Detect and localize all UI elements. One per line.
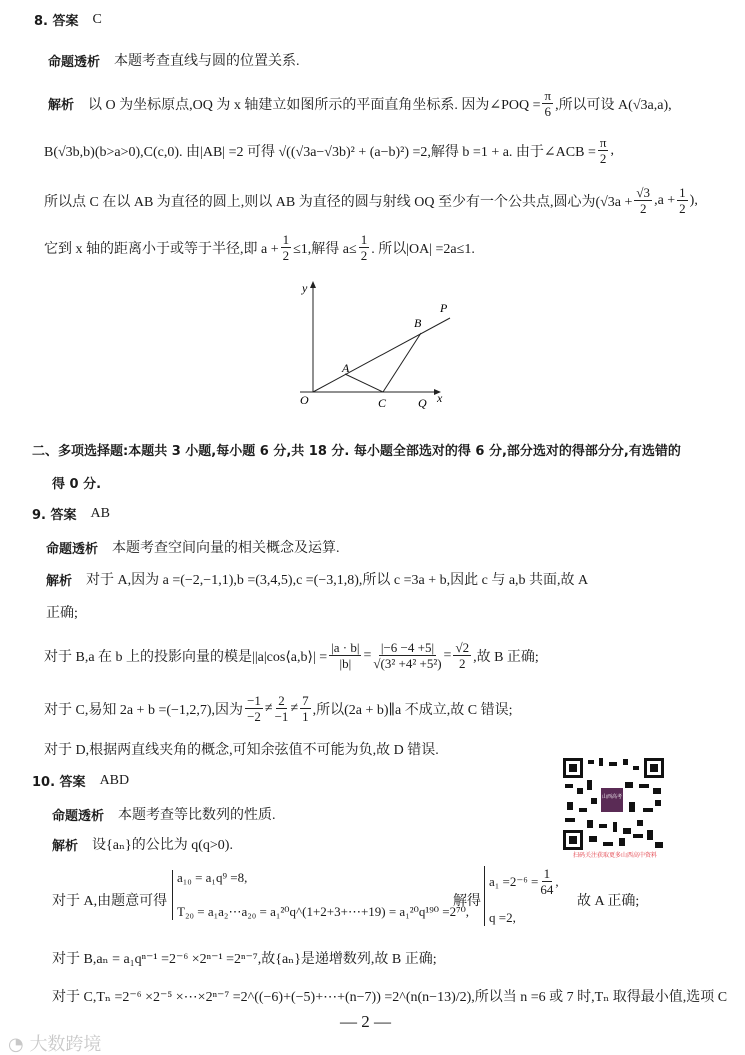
- fraction: $\frac{7}{1}$: [302, 693, 309, 724]
- text: 对于 B,a 在 b 上的投影向量的模是||a|cos⟨a,b⟩| =: [44, 649, 328, 665]
- intent-text: 本题考查空间向量的相关概念及运算.: [112, 541, 340, 556]
- intent-label: 命题透析: [52, 808, 105, 824]
- fraction: $\frac{-1}{-2}$: [247, 693, 261, 724]
- q9-heading: [32, 504, 110, 523]
- fraction: $\frac{|-6 -4 +5|}{\text{√(3² +4² +5²)}}$: [373, 640, 442, 671]
- analysis-label: 解析: [48, 98, 75, 113]
- fraction: $\frac{1}{2}$: [360, 232, 368, 263]
- qr-center-logo: [601, 788, 623, 812]
- label-C: C: [378, 396, 387, 410]
- answer-label: 8. 答案: [34, 14, 79, 29]
- analysis-label: 解析: [52, 838, 79, 854]
- q10-intent: [52, 804, 276, 824]
- q10-analysis: [52, 834, 233, 854]
- solution-system: [484, 866, 559, 926]
- solve-label: 解得: [453, 894, 481, 909]
- equation: T₂₀ = a₁a₂⋯a₂₀ = a₁²⁰q^(1+2+3+⋯+19) = a₁²⁰q¹⁹⁰ =2⁷⁰,: [177, 904, 470, 919]
- intent-label: 命题透析: [46, 541, 99, 557]
- fraction: $\frac{1}{2}$: [679, 185, 686, 216]
- intent-text: 本题考查等比数列的性质.: [118, 808, 276, 823]
- q10-A-text: 对于 A,由题意可得: [52, 894, 168, 909]
- text: 它到 x 轴的距离小于或等于半径,即 a +: [44, 241, 279, 257]
- text: ,所以(2a + b)∥a 不成立,故 C 错误;: [312, 702, 513, 718]
- label-B: B: [414, 316, 422, 330]
- text: ,a +: [654, 192, 676, 208]
- text: 以 O 为坐标原点,OQ 为 x 轴建立如图所示的平面直角坐标系. 因为∠POQ =: [88, 97, 541, 113]
- q10-heading: [32, 771, 129, 790]
- text: 所以点 C 在以 AB 为直径的圆上,则以 AB 为直径的圆与射线 OQ 至少有一个公共点,圆心为(√3a +: [44, 194, 633, 210]
- segment-CB: [383, 333, 421, 392]
- answer-label: 9. 答案: [32, 508, 77, 523]
- text: =: [363, 647, 372, 663]
- y-arrow: [310, 281, 316, 288]
- q10-analysis-C: 对于 C,Tₙ =2⁻⁶ ×2⁻⁵ ×⋯×2ⁿ⁻⁷ =2^((−6)+(−5)+⋯+(n−7)) =2^(n(n−13)/2),所以当 n =6 或 7 时,Tₙ 取得最小值,选项 C: [52, 990, 728, 1005]
- section-2-heading-cont: 得 0 分.: [52, 477, 102, 492]
- fraction: $\frac{√2}{2}$: [455, 640, 470, 671]
- text: ≠: [290, 700, 299, 716]
- answer-value: C: [92, 11, 102, 27]
- equation-system: [172, 870, 469, 920]
- page-number: — 2 —: [340, 1012, 391, 1031]
- q9-analysis-C: [44, 693, 512, 724]
- label-Q: Q: [418, 396, 427, 410]
- text: =: [443, 647, 452, 663]
- qr-code: [563, 758, 664, 850]
- qr-center-text: 山西高考: [601, 794, 623, 800]
- q9-analysis-A: [46, 569, 588, 589]
- fraction: $\frac{√3}{2}$: [636, 185, 651, 216]
- segment-AC: [345, 374, 383, 392]
- fraction: $\frac{1}{2}$: [282, 232, 290, 263]
- text: ),: [689, 192, 698, 208]
- analysis-label: 解析: [46, 573, 73, 589]
- q10-analysis-B: 对于 B,aₙ = a₁qⁿ⁻¹ =2⁻⁶ ×2ⁿ⁻¹ =2ⁿ⁻⁷,故{aₙ}是递增数列,故 B 正确;: [52, 952, 437, 967]
- label-x: x: [437, 391, 443, 405]
- text: ,故 B 正确;: [473, 649, 539, 665]
- solution-a1: a₁ =2⁻⁶ = $\frac{1}{64}$ ,: [489, 866, 559, 897]
- geometry-figure: [0, 0, 745, 430]
- section-2-heading: 二、多项选择题:本题共 3 小题,每小题 6 分,共 18 分. 每小题全部选对的得 6 分,部分选对的得部分分,有选错的: [32, 444, 681, 459]
- watermark-logo-icon: ◔: [8, 1034, 30, 1055]
- text: . 所以|OA| =2a≤1.: [371, 241, 475, 257]
- q9-analysis-A2: 正确;: [46, 606, 78, 621]
- watermark-text: 大数跨境: [29, 1034, 102, 1055]
- text: 设{aₙ}的公比为 q(q>0).: [92, 838, 233, 853]
- answer-value: ABD: [99, 772, 130, 788]
- q9-intent: [46, 537, 340, 557]
- text: ≠: [264, 700, 273, 716]
- intent-label: 命题透析: [48, 54, 101, 70]
- text: 对于 C,易知 2a + b =(−1,2,7),因为: [44, 702, 244, 718]
- equation: a₁₀ = a₁q⁹ =8,: [177, 870, 248, 885]
- q9-analysis-B: [44, 640, 539, 671]
- text: 对于 A,因为 a =(−2,−1,1),b =(3,4,5),c =(−3,1,8),所以 c =3a + b,因此 c 与 a,b 共面,故 A: [86, 573, 589, 588]
- ray-OP: [313, 318, 450, 392]
- label-P: P: [440, 301, 448, 315]
- fraction: $\frac{|a \cdot b|}{|b|}$: [331, 640, 360, 671]
- q9-analysis-D: 对于 D,根据两直线夹角的概念,可知余弦值不可能为负,故 D 错误.: [44, 743, 439, 758]
- text: ≤1,解得 a≤: [293, 241, 357, 257]
- answer-value: AB: [90, 505, 110, 521]
- qr-caption: 扫码关注获取更多山西高中资料: [572, 852, 657, 859]
- fraction: $\frac{2}{-1}$: [274, 693, 289, 724]
- text: B(√3b,b)(b>a>0),C(c,0). 由|AB| =2 可得 √((√3a−√3b)² + (a−b)²) =2,解得 b =1 + a. 由于∠ACB =: [44, 144, 596, 160]
- label-A: A: [342, 361, 350, 375]
- solution-q: q =2,: [489, 910, 516, 925]
- watermark: [8, 1030, 101, 1055]
- answer-label: 10. 答案: [32, 775, 86, 790]
- text: ,所以可设 A(√3a,a),: [555, 97, 672, 113]
- fraction: $\frac{\pi}{2}$: [599, 135, 607, 166]
- text: ,: [610, 142, 614, 158]
- label-y: y: [302, 281, 308, 295]
- q10-A-conclusion: 故 A 正确;: [577, 894, 640, 909]
- intent-text: 本题考查直线与圆的位置关系.: [114, 54, 300, 69]
- fraction: $\frac{\pi}{6}$: [544, 88, 552, 119]
- label-O: O: [300, 393, 309, 407]
